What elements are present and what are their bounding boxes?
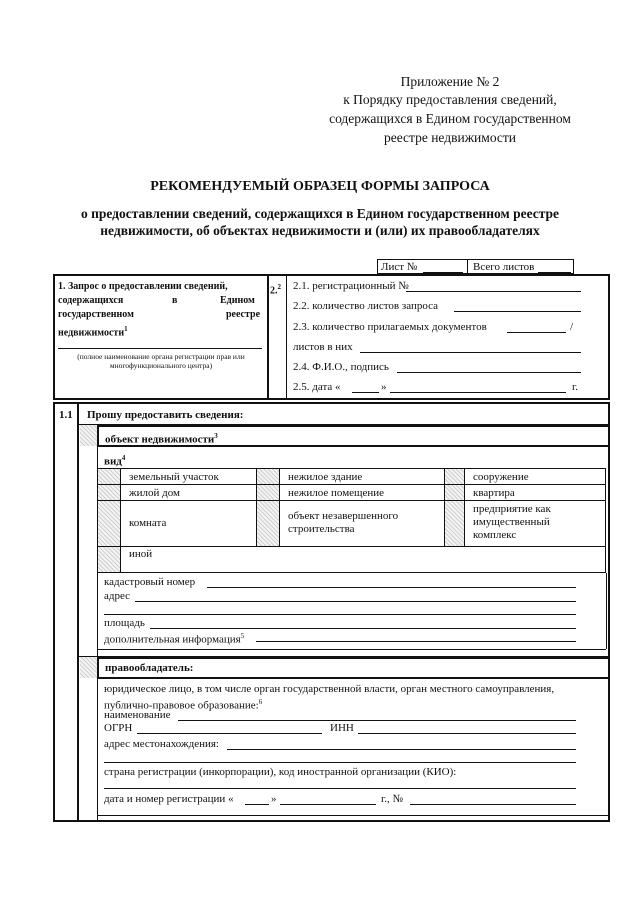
location-label: адрес местонахождения: xyxy=(104,738,219,750)
name-field[interactable] xyxy=(178,720,576,721)
other-checkbox[interactable] xyxy=(98,547,120,572)
appendix-line-3: содержащихся в Едином государственном xyxy=(329,111,571,126)
land-plot-checkbox[interactable] xyxy=(98,469,120,484)
reg-number-label: 2.1. регистрационный № xyxy=(293,280,409,292)
section-2-sup: 2 xyxy=(277,283,281,291)
enterprise-label-2: имущественный xyxy=(473,516,550,528)
country-field[interactable] xyxy=(104,788,576,789)
date-label: 2.5. дата « xyxy=(293,381,341,393)
object-checkbox[interactable] xyxy=(80,425,97,446)
fio-signature-field[interactable] xyxy=(397,372,581,373)
nonres-building-label: нежилое здание xyxy=(288,471,363,483)
unfinished-checkbox[interactable] xyxy=(257,501,279,546)
section-1-1-number: 1.1 xyxy=(59,409,73,421)
name-label: наименование xyxy=(104,709,171,721)
request-info-label: Прошу предоставить сведения: xyxy=(87,409,244,421)
flat-label: квартира xyxy=(473,487,515,499)
structure-checkbox[interactable] xyxy=(445,469,464,484)
section-1-sup: 1 xyxy=(124,325,128,333)
room-label: комната xyxy=(129,517,167,529)
sheets-in-docs-label: листов в них xyxy=(293,341,353,353)
section-1-line-2b: в xyxy=(172,295,178,306)
inn-field[interactable] xyxy=(358,733,576,734)
unfinished-label-1: объект незавершенного xyxy=(288,510,399,522)
section-1-caption-2: многофункционального центра) xyxy=(109,361,213,370)
address-field[interactable] xyxy=(135,601,576,602)
extra-info-field[interactable] xyxy=(256,641,576,642)
inn-label: ИНН xyxy=(330,722,354,734)
section-1-line-3b: реестре xyxy=(226,309,261,320)
sheets-in-docs-field[interactable] xyxy=(360,352,581,353)
flat-checkbox[interactable] xyxy=(445,485,464,500)
unfinished-label-2: строительства xyxy=(288,523,355,535)
appendix-line-1: Приложение № 2 xyxy=(400,74,500,89)
room-checkbox[interactable] xyxy=(98,501,120,546)
house-checkbox[interactable] xyxy=(98,485,120,500)
date-year-suffix: г. xyxy=(572,381,579,393)
regdate-quote: » xyxy=(271,793,277,805)
reg-number-field[interactable] xyxy=(406,291,581,292)
area-label: площадь xyxy=(104,617,145,629)
country-label: страна регистрации (инкорпорации), код иностранной организации (КИО): xyxy=(104,766,457,778)
holder-checkbox[interactable] xyxy=(80,657,97,678)
appendix-line-2: к Порядку предоставления сведений, xyxy=(343,92,557,107)
form-title: РЕКОМЕНДУЕМЫЙ ОБРАЗЕЦ ФОРМЫ ЗАПРОСА xyxy=(150,179,490,194)
extra-info-label: дополнительная информация xyxy=(104,633,241,646)
nonres-building-checkbox[interactable] xyxy=(257,469,279,484)
legal-entity-line-1: юридическое лицо, в том числе орган государственной власти, орган местного самоуправления, xyxy=(104,683,555,695)
regdate-label: дата и номер регистрации « xyxy=(104,793,234,805)
nonres-premise-label: нежилое помещение xyxy=(288,487,385,499)
total-sheets-field[interactable] xyxy=(538,272,571,273)
kind-label: вид xyxy=(104,455,122,468)
holder-label: правообладатель: xyxy=(105,662,194,674)
form-subtitle-2: недвижимости, об объектах недвижимости и (или) их правообладателях xyxy=(100,223,540,238)
cadastral-field[interactable] xyxy=(207,587,576,588)
regdate-number-label: г., № xyxy=(381,793,404,805)
sheet-number-label: Лист № xyxy=(381,261,418,273)
section-1-caption-1: (полное наименование органа регистрации прав или xyxy=(77,352,245,361)
area-field[interactable] xyxy=(150,628,576,629)
section-2-num: 2. xyxy=(270,285,278,297)
registration-body-field[interactable] xyxy=(58,348,262,349)
object-label: объект недвижимости xyxy=(105,433,215,446)
date-month-year-field[interactable] xyxy=(390,392,566,393)
section-1-line-3a: государственном xyxy=(58,309,134,320)
date-quote: » xyxy=(381,381,387,393)
request-sheets-field[interactable] xyxy=(454,311,581,312)
structure-label: сооружение xyxy=(473,471,529,483)
extra-info-sup: 5 xyxy=(240,632,245,640)
regdate-month-year-field[interactable] xyxy=(280,804,376,805)
request-sheets-label: 2.2. количество листов запроса xyxy=(293,300,439,312)
enterprise-checkbox[interactable] xyxy=(445,501,464,546)
legal-entity-line-2: публично-правовое образование: xyxy=(104,699,259,712)
address-label: адрес xyxy=(104,590,131,602)
legal-entity-sup: 6 xyxy=(258,698,263,706)
regdate-day-field[interactable] xyxy=(245,804,269,805)
enterprise-label-3: комплекс xyxy=(473,529,517,541)
location-field[interactable] xyxy=(227,749,576,750)
attached-docs-label: 2.3. количество прилагаемых документов xyxy=(293,321,487,333)
total-sheets-label: Всего листов xyxy=(473,261,535,273)
section-1-line-1: 1. Запрос о предоставлении сведений, xyxy=(58,281,228,292)
form-subtitle-1: о предоставлении сведений, содержащихся в Едином государственном реестре xyxy=(80,206,560,221)
sheet-number-field[interactable] xyxy=(423,272,463,273)
ogrn-label: ОГРН xyxy=(104,722,133,734)
cadastral-label: кадастровый номер xyxy=(104,576,196,588)
section-1-line-4: недвижимости xyxy=(58,327,125,339)
fio-signature-label: 2.4. Ф.И.О., подпись xyxy=(293,361,389,373)
section-1-line-2a: содержащихся xyxy=(58,295,124,306)
docs-slash: / xyxy=(570,321,574,333)
house-label: жилой дом xyxy=(129,487,180,499)
regdate-number-field[interactable] xyxy=(410,804,576,805)
section-1-1 xyxy=(53,402,610,822)
location-field-2[interactable] xyxy=(104,762,576,763)
address-field-2[interactable] xyxy=(104,614,576,615)
nonres-premise-checkbox[interactable] xyxy=(257,485,279,500)
date-day-field[interactable] xyxy=(352,392,379,393)
appendix-line-4: реестре недвижимости xyxy=(383,130,517,145)
ogrn-field[interactable] xyxy=(137,733,322,734)
land-plot-label: земельный участок xyxy=(129,471,219,483)
enterprise-label-1: предприятие как xyxy=(473,503,551,515)
object-sup: 3 xyxy=(214,432,218,440)
attached-docs-field[interactable] xyxy=(507,332,566,333)
section-1-line-2c: Едином xyxy=(220,295,255,306)
kind-sup: 4 xyxy=(121,454,126,462)
other-label: иной xyxy=(129,548,153,560)
